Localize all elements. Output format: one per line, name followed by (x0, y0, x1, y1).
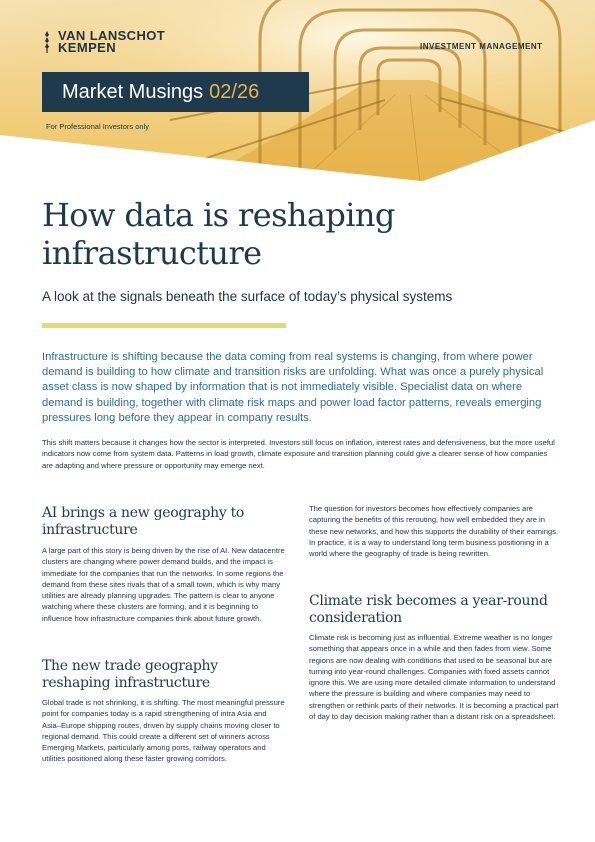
intro-paragraph: This shift matters because it changes how the sector is interpreted. Investors still focus on inflation, interest rates and defensiveness, but the more useful indicators now come from system data. Patterns in load growth, climate exposure and transition planning could give a clearer sense of how companies are adapting and where pressure or opportunity may emerge next. (42, 438, 555, 470)
section-body-trade-continued: The question for investors becomes how effectively companies are capturing the benefits of this rerouting, how well embedded they are in these new networks, and how this supports the durability of their earnings. In practice, it is a way to understand long term business positioning in a world where the geography of trade is being rewritten. (309, 504, 559, 559)
series-banner (42, 72, 309, 112)
section-body-climate: Climate risk is becoming just as influential. Extreme weather is no longer something that appears once in a while and then fades from view. Some regions are now dealing with conditions that used to be seasonal but are turning into year-round challenges. Companies with fixed assets cannot ignore this. We are using more detailed climate information to understand where the pressure is building and where companies may need to strengthen or rethink parts of their networks. It is becoming a practical part of day to day decision making rather than a distant risk on a spreadsheet. (309, 633, 559, 722)
article-title: How data is reshaping infrastructure (42, 196, 395, 272)
series-number: 02/26 (209, 80, 260, 103)
wheat-sheaf-icon (42, 31, 52, 53)
section-body-trade: Global trade is not shrinking, it is shifting. The most meaningful pressure point for companies today is a rapid strengthening of intra Asia and Asia–Europe shipping routes, driven by supply chains moving closer to regional demand. This could create a different set of winners across Emerging Markets, particularly among ports, railway operators and utilities positioned along these faster growing corridors. (42, 698, 285, 764)
brand-name-line1: VAN LANSCHOT (58, 28, 166, 43)
lead-paragraph: Infrastructure is shifting because the data coming from real systems is changing, from where power demand is building to how climate and transition risks are unfolding. What was once a purely physical asset class is now shaped by information that is not immediately visible. Specialist data on where demand is building, together with climate risk maps and power load factor patterns, reveals emerging pressures long before they appear in company results. (42, 351, 544, 424)
hero-image (0, 0, 595, 182)
brand-logo[interactable] (42, 30, 165, 54)
section-heading-ai: AI brings a new geography to infrastructure (42, 505, 245, 538)
accent-divider (42, 323, 286, 328)
section-heading-climate: Climate risk becomes a year-round consideration (309, 593, 548, 626)
audience-disclaimer: For Professional Investors only (46, 122, 149, 131)
section-heading-trade: The new trade geography reshaping infrastructure (42, 658, 218, 691)
division-label: INVESTMENT MANAGEMENT (420, 42, 543, 51)
brand-name-line2: KEMPEN (58, 40, 117, 55)
brand-name (58, 30, 165, 54)
section-body-ai: A large part of this story is being driven by the rise of AI. New datacentre clusters are changing where power demand builds, and the impact is immediate for the companies that run the networks. In some regions the demand from these sites rivals that of a small town, which is why many utilities are already planning upgrades. The pattern is clear to anyone watching where these clusters are forming, and it is beginning to influence how infrastructure companies think about future growth. (42, 546, 285, 623)
series-name: Market Musings (62, 80, 204, 103)
article-subtitle: A look at the signals beneath the surface of today’s physical systems (42, 289, 453, 304)
